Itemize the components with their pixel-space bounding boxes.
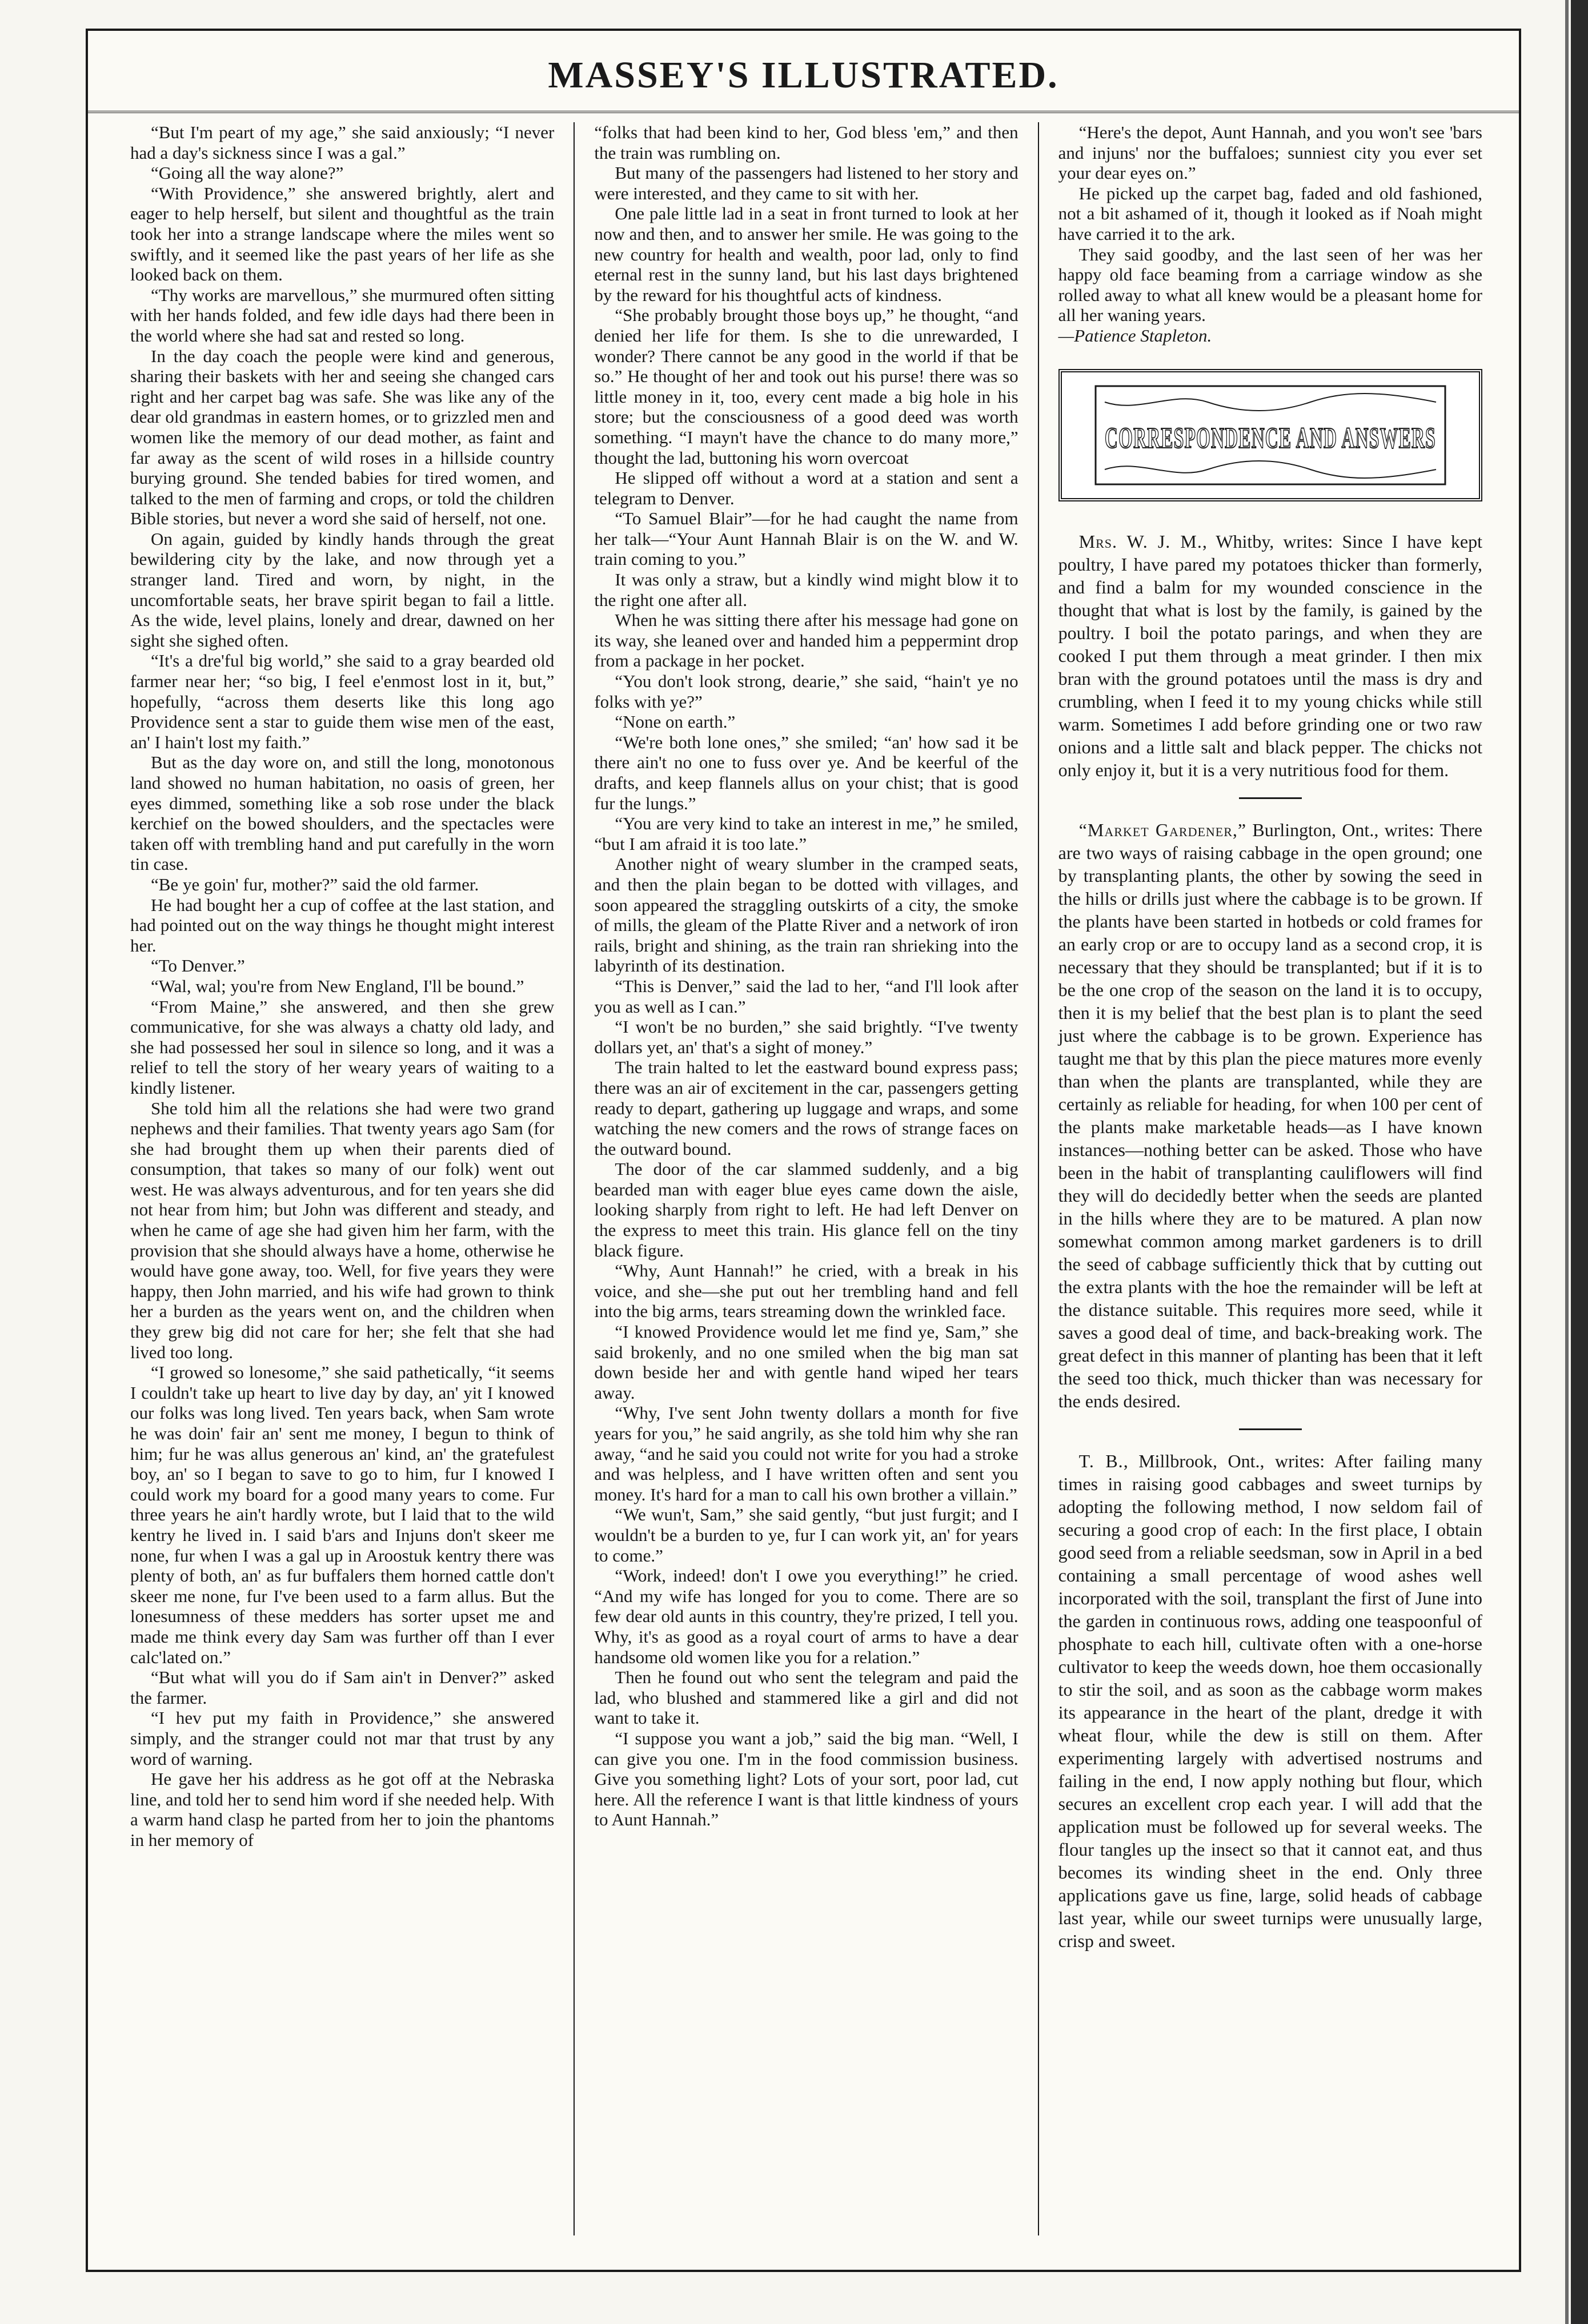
- story-column-1: [111, 122, 574, 2235]
- letter: [1058, 818, 1482, 1412]
- story-paragraph: When he was sitting there after his message had gone on its way, she leaned over and handed him a peppermint drop from a package in her pocket.: [594, 610, 1018, 671]
- story-paragraph: “Why, I've sent John twenty dollars a month for five years for you,” he said angrily, as she told him why she ran away, “and he said you could not write for you had a stroke and was helpless, and I have written often and sent you money. It's hard for a man to call his own brother a villain.”: [594, 1403, 1018, 1504]
- story-column-3: [1038, 122, 1502, 2235]
- story-paragraph: “Work, indeed! don't I owe you everything!” he cried. “And my wife has longed for you to come. There are so few dear old aunts in this country, they're prized, I tell you. Why, it's as good as a royal court of arms to have a dear handsome old women like you for a relation.”: [594, 1566, 1018, 1667]
- story-paragraph: “Here's the depot, Aunt Hannah, and you won't see 'bars and injuns' nor the buffaloes; sunniest city you ever set your dear eyes on.”: [1058, 122, 1482, 183]
- story-paragraph: “Going all the way alone?”: [151, 163, 344, 183]
- story-paragraph: “I growed so lonesome,” she said pathetically, “it seems I couldn't take up heart to live day by day, an' yit I knowed our folks was long lived. Ten years back, when Sam wrote he was doin' fair an' sent me money, I begun to think of him; fur he was allus generous an' kind, an' the gratefulest boy, an' so I began to save to go to him, fur I knowed I could work my board for a good many years to come. Fur three years he ain't hardly wrote, but I laid that to the wild kentry he lived in. I said b'ars and Injuns don't skeer me none, fur when I was a gal up in Aroostuk kentry there was plenty of both, an' as fur buffalers them horned cattle don't skeer me none, fur I've been used to a farm allus. But the lonesumness of these medders has sorter upset me and made me think every day Sam was further off than I ever calc'lated on.”: [130, 1362, 555, 1667]
- story-paragraph: “With Providence,” she answered brightly, alert and eager to help herself, but silent and thoughtful as the train took her into a strange landscape where the miles went so swiftly, and it seemed like the past years of her life as she looked back on them.: [130, 183, 555, 285]
- letter: [1058, 1450, 1482, 1952]
- story-paragraph: “You are very kind to take an interest in me,” he smiled, “but I am afraid it is too late.”: [594, 813, 1018, 854]
- story-paragraph: On again, guided by kindly hands through the great bewildering city by the lake, and now through yet a stranger land. Tired and worn, by night, in the uncomfortable seats, her brave spirit began to fail a little. As the wide, level plains, lonely and drear, dawned on her sight she sighed often.: [130, 528, 555, 651]
- letter-body: [1058, 530, 1482, 781]
- story-paragraph: Another night of weary slumber in the cramped seats, and then the plain began to be dotted with villages, and soon appeared the straggling outskirts of a city, the smoke of mills, the gleam of the Platte River and a network of iron rails, bright and shining, as the train ran shrieking into the labyrinth of its destination.: [594, 854, 1018, 976]
- correspondence-letters: [1058, 530, 1482, 1952]
- correspondence-banner-art: [1093, 384, 1447, 487]
- binding-edge: [1571, 0, 1588, 2324]
- story-paragraph: They said goodby, and the last seen of her was her happy old face beaming from a carriage window as she rolled away to what all knew would be a pleasant home for all her waning years.: [1058, 244, 1482, 326]
- story-paragraph: “But I'm peart of my age,” she said anxiously; “I never had a day's sickness since I was a gal.”: [130, 122, 555, 163]
- story-paragraph: “Wal, wal; you're from New England, I'll be bound.”: [151, 976, 524, 996]
- letter-text: After failing many times in raising good cabbages and sweet turnips by adopting the following method, I now seldom fail of securing a good crop of each: In the first place, I obtain good seed from a reliable seedsman, sow in April in a bed containing a small percentage of wood ashes well incorporated with the soil, transplant the first of June into the garden in continuous rows, adding one teaspoonful of phosphate to each hill, cultivate often with a one-horse cultivator to keep the weeds down, hoe them occasionally to stir the soil, and as soon as the cabbage worm makes its appearance in the heart of the plant, dredge it with wheat flour, while the dew is still on them. After experimenting largely with advertised nostrums and failing in the end, I now apply nothing but flour, which secures an excellent crop each year. I will add that the application must be followed up for several weeks. The flour tangles up the insect so that it cannot eat, and thus becomes its winding sheet in the end. Only three applications gave us fine, large, solid heads of cabbage last year, while our sweet turnips were unusually large, crisp and sweet.: [1058, 1450, 1483, 1951]
- story-paragraph: “But what will you do if Sam ain't in Denver?” asked the farmer.: [130, 1667, 555, 1708]
- story-paragraph: “Be ye goin' fur, mother?” said the old farmer.: [151, 874, 479, 894]
- story-paragraph: In the day coach the people were kind and generous, sharing their baskets with her and seeing she changed cars right and her carpet bag was safe. She was like any of the dear old grandmas in eastern homes, or to grizzled men and women like the memory of our dead mother, as faint and far away as the scent of wild roses in a hillside country burying ground. She tended babies for tired women, and talked to the men of farming and crops, or told the children Bible stories, but never a word she said of herself, not one.: [130, 346, 555, 529]
- story-paragraph: “She probably brought those boys up,” he thought, “and denied her life for them. Is she to die unrewarded, I wonder? There cannot be any good in the world if that be so.” He thought of her and took out his purse! there was so little money in it, too, every cent made a big hole in his store; but the consciousness of a good deed was worth something. “I mayn't have the chance to do many more,” thought the lad, buttoning his worn overcoat: [594, 305, 1018, 468]
- story-paragraph: But many of the passengers had listened to her story and were interested, and they came to sit with her.: [594, 163, 1018, 203]
- masthead-title: MASSEY'S ILLUSTRATED.: [548, 54, 1059, 96]
- story-paragraph: “I hev put my faith in Providence,” she answered simply, and the stranger could not mar that trust by any word of warning.: [130, 1708, 555, 1769]
- story-paragraph: It was only a straw, but a kindly wind might blow it to the right one after all.: [594, 569, 1018, 610]
- letter-text: There are two ways of raising cabbage in the open ground; one by transplanting plants, the other by sowing the seed in the hills or drills just where the cabbage is to be grown. If the plants have been started in hotbeds or cold frames for an early crop or are to occupy land as a second crop, it is necessary that they should be transplanted; but if it is to be the one crop of the season on the land it is to occupy, then it is my belief that the best plan is to plant the seed just where the cabbage is to be grown. Experience has taught me that by this plan the piece matures more evenly than when the plants are transplanted, while they are certainly as reliable for heading, for when 100 per cent of the plants make marketable heads—as I have known instances—nothing better can be asked. Those who have been in the habit of transplanting cauliflowers will find they will do decidedly better when the seeds are planted in the hills where they are to be matured. A plan now somewhat common among market gardeners is to drill the seed of cabbage sufficiently thick that by cutting out the extra plants with the hoe the remainder will be left at the distance suitable. This requires more seed, while it saves a good deal of time, and back-breaking work. The great defect in this manner of planting has been that it left the seed too thick, much thicker than was necessary for the ends desired.: [1058, 819, 1482, 1411]
- story-paragraph: “It's a dre'ful big world,” she said to a gray bearded old farmer near her; “so big, I feel e'enmost lost in it, but,” hopefully, “across them deserts like this long ago Providence sent a star to guide them wise men of the east, an' I hain't lost my faith.”: [130, 651, 555, 752]
- story-paragraph: He slipped off without a word at a station and sent a telegram to Denver.: [594, 468, 1018, 508]
- story-paragraph: “I knowed Providence would let me find ye, Sam,” she said brokenly, and no one smiled when the big man sat down beside her and with gentle hand wiped her tears away.: [594, 1322, 1018, 1403]
- letter-author: Mrs. W. J. M.: [1078, 531, 1202, 552]
- binding-edge-line: [1565, 0, 1569, 2324]
- letter-body: [1058, 1450, 1482, 1952]
- story-ending: [1058, 122, 1482, 326]
- letter-divider: [1239, 797, 1302, 799]
- letter-author: T. B.: [1078, 1450, 1124, 1471]
- story-paragraph: The door of the car slammed suddenly, and a big bearded man with eager blue eyes came down the aisle, looking sharply from right to left. He had left Denver on the express to meet this train. His glance fell on the tiny black figure.: [594, 1159, 1018, 1261]
- story-paragraph: The train halted to let the eastward bound express pass; there was an air of excitement in the car, passengers getting ready to depart, gathering up luggage and wraps, and some watching the new comers and the rows of strange faces on the outward bound.: [594, 1057, 1018, 1159]
- correspondence-banner-title: CORRESPONDENCE AND ANSWERS: [1104, 422, 1436, 455]
- letter-body: [1058, 818, 1482, 1412]
- story-paragraph: “From Maine,” she answered, and then she grew communicative, for she was always a chatty old lady, and she had possessed her soul in silence so long, and it was a relief to tell the story of her weary years of waiting to a kindly listener.: [130, 996, 555, 1098]
- letter: [1058, 530, 1482, 781]
- columns: [111, 122, 1502, 2235]
- story-paragraph: “None on earth.”: [615, 712, 736, 732]
- story-paragraph: “I suppose you want a job,” said the big man. “Well, I can give you one. I'm in the food commission business. Give you something light? Lots of your sort, poor lad, cut here. All the reference I want is that little kindness of yours to Aunt Hannah.”: [594, 1728, 1018, 1830]
- story-paragraph: One pale little lad in a seat in front turned to look at her now and then, and to answer her smile. He was going to the new country for health and wealth, poor lad, only to find eternal rest in the sunny land, but his last days brightened by the reward for his thoughtful acts of kindness.: [594, 203, 1018, 305]
- story-column-2: [574, 122, 1037, 2235]
- story-paragraph: “You don't look strong, dearie,” she said, “hain't ye no folks with ye?”: [594, 671, 1018, 712]
- story-paragraph: He had bought her a cup of coffee at the last station, and had pointed out on the way things he thought might interest her.: [130, 894, 555, 956]
- letter-text: Since I have kept poultry, I have pared my potatoes thicker than formerly, and find a balm for my wounded conscience in the thought that what is lost by the family, is gained by the poultry. I boil the potato parings, and when they are cooked I put them through a meat grinder. I then mix bran with the ground potatoes until the mass is dry and crumbling, when I feed it to my young chicks while still warm. Sometimes I add before grinding one or two raw onions and a little salt and black pepper. The chicks not only enjoy it, but it is a very nutritious food for them.: [1058, 531, 1482, 780]
- story-paragraph: “Why, Aunt Hannah!” he cried, with a break in his voice, and she—she put out her trembling hand and fell into the big arms, tears streaming down the wrinkled face.: [594, 1261, 1018, 1322]
- letter-place: , Millbrook, Ont., writes:: [1123, 1450, 1325, 1471]
- story-paragraph: He gave her his address as he got off at the Nebraska line, and told her to send him word if she needed help. With a warm hand clasp he parted from her to join the phantoms in her memory of: [130, 1769, 555, 1850]
- story-paragraph: “This is Denver,” said the lad to her, “and I'll look after you as well as I can.”: [594, 976, 1018, 1017]
- story-paragraph: “To Denver.”: [151, 956, 245, 976]
- story-paragraph: Then he found out who sent the telegram and paid the lad, who blushed and stammered like a girl and did not want to take it.: [594, 1667, 1018, 1728]
- letter-place: , Whitby, writes:: [1202, 531, 1333, 552]
- story-signature: —Patience Stapleton.: [1058, 325, 1212, 346]
- correspondence-banner: [1058, 369, 1482, 501]
- story-paragraph: “folks that had been kind to her, God bless 'em,” and then the train was rumbling on.: [594, 122, 1018, 163]
- story-paragraph: “We're both lone ones,” she smiled; “an' how sad it be there ain't no one to fuss over ye. And be keerful of the drafts, and keep flannels allus on your chist; that is good fur the lungs.”: [594, 732, 1018, 813]
- letter-place: Burlington, Ont., writes:: [1246, 819, 1434, 840]
- story-paragraph: But as the day wore on, and still the long, monotonous land showed no human habitation, no oasis of green, her eyes dimmed, something like a sob rose under the black kerchief on the bowed shoulders, and the spectacles were taken off with trembling hand and put carefully in the worn tin case.: [130, 752, 555, 874]
- story-paragraph: He picked up the carpet bag, faded and old fashioned, not a bit ashamed of it, though it looked as if Noah might have carried it to the ark.: [1058, 183, 1482, 244]
- letter-divider: [1239, 1428, 1302, 1430]
- masthead: [88, 31, 1519, 113]
- story-paragraph: “We wun't, Sam,” she said gently, “but just furgit; and I wouldn't be a burden to ye, fur I can work yit, an' for years to come.”: [594, 1504, 1018, 1566]
- story-paragraph: “I won't be no burden,” she said brightly. “I've twenty dollars yet, an' that's a sight of money.”: [594, 1017, 1018, 1057]
- newspaper-page: [86, 29, 1521, 2272]
- story-paragraph: “Thy works are marvellous,” she murmured often sitting with her hands folded, and few idle days had there been in the world where she had sat and rested so long.: [130, 284, 555, 346]
- letter-author: “Market Gardener,”: [1078, 819, 1247, 840]
- story-paragraph: She told him all the relations she had were two grand nephews and their families. That twenty years ago Sam (for she had brought them up when their parents died of consumption, that takes so many of our folk) went out west. He was always adventurous, and for ten years she did not hear from him; but John was different and steady, and when he came of age she had given him her farm, with the provision that she should always have a home, otherwise he would have gone away, too. Well, for five years they were happy, then John married, and his wife had grown to think her a burden as the years went on, and the children when they grew big did not care for her; she felt that she had lived too long.: [130, 1098, 555, 1362]
- story-paragraph: “To Samuel Blair”—for he had caught the name from her talk—“Your Aunt Hannah Blair is on the W. and W. train coming to you.”: [594, 508, 1018, 569]
